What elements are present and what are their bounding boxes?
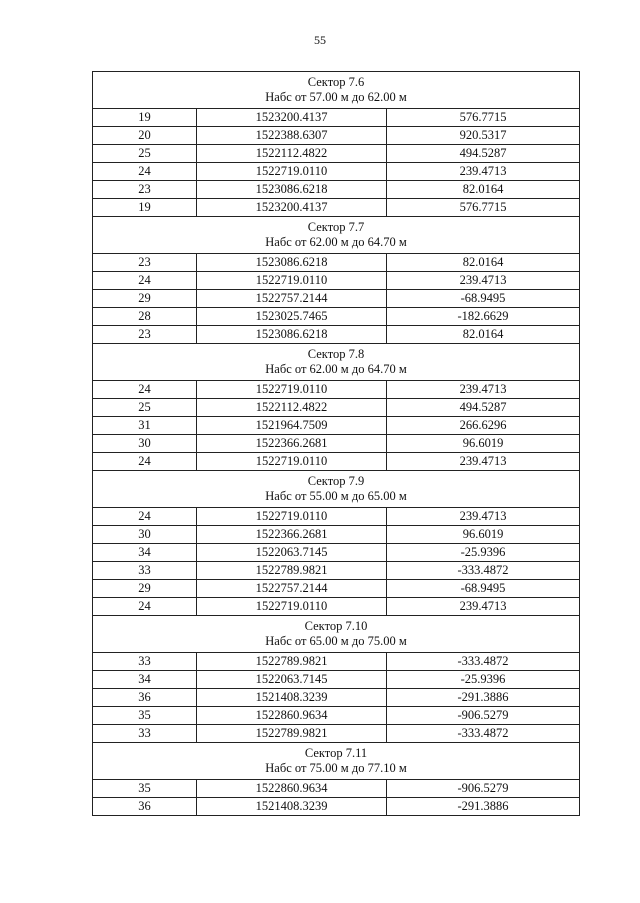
y-coordinate-cell: -25.9396 [387,671,580,689]
table-row [93,526,580,544]
table-row [93,580,580,598]
point-number-cell: 33 [93,653,197,671]
sector-header-row [93,471,580,508]
coordinates-table-wrapper [92,71,579,816]
y-coordinate-cell: 239.4713 [387,598,580,616]
y-coordinate-cell: 576.7715 [387,199,580,217]
y-coordinate-cell: 96.6019 [387,435,580,453]
x-coordinate-cell: 1523200.4137 [197,109,387,127]
x-coordinate-cell: 1522757.2144 [197,580,387,598]
y-coordinate-cell: -25.9396 [387,544,580,562]
x-coordinate-cell: 1522719.0110 [197,381,387,399]
table-row [93,653,580,671]
y-coordinate-cell: 266.6296 [387,417,580,435]
x-coordinate-cell: 1523086.6218 [197,254,387,272]
point-number-cell: 25 [93,145,197,163]
x-coordinate-cell: 1522112.4822 [197,145,387,163]
sector-height-range: Набс от 57.00 м до 62.00 м [265,90,407,104]
table-row [93,181,580,199]
table-row [93,689,580,707]
table-row [93,508,580,526]
x-coordinate-cell: 1522388.6307 [197,127,387,145]
y-coordinate-cell: 82.0164 [387,326,580,344]
table-row [93,798,580,816]
x-coordinate-cell: 1522789.9821 [197,725,387,743]
x-coordinate-cell: 1522719.0110 [197,453,387,471]
table-row [93,598,580,616]
sector-header [93,344,580,381]
sector-title: Сектор 7.9 [307,474,365,488]
point-number-cell: 33 [93,725,197,743]
sector-title: Сектор 7.6 [307,75,365,89]
table-row [93,453,580,471]
point-number-cell: 24 [93,272,197,290]
point-number-cell: 20 [93,127,197,145]
x-coordinate-cell: 1523086.6218 [197,326,387,344]
x-coordinate-cell: 1522719.0110 [197,598,387,616]
sector-height-range: Набс от 75.00 м до 77.10 м [265,761,407,775]
table-row [93,725,580,743]
y-coordinate-cell: 494.5287 [387,145,580,163]
table-row [93,290,580,308]
point-number-cell: 30 [93,526,197,544]
point-number-cell: 31 [93,417,197,435]
table-row [93,435,580,453]
coordinates-table [92,71,580,816]
point-number-cell: 34 [93,544,197,562]
sector-header [93,743,580,780]
point-number-cell: 28 [93,308,197,326]
point-number-cell: 24 [93,598,197,616]
x-coordinate-cell: 1522719.0110 [197,508,387,526]
x-coordinate-cell: 1521964.7509 [197,417,387,435]
coordinates-table-body [93,72,580,816]
y-coordinate-cell: 239.4713 [387,272,580,290]
x-coordinate-cell: 1522112.4822 [197,399,387,417]
table-row [93,199,580,217]
table-row [93,109,580,127]
y-coordinate-cell: -906.5279 [387,707,580,725]
point-number-cell: 29 [93,290,197,308]
y-coordinate-cell: -333.4872 [387,562,580,580]
sector-title: Сектор 7.11 [304,746,368,760]
table-row [93,326,580,344]
table-row [93,272,580,290]
table-row [93,707,580,725]
y-coordinate-cell: -291.3886 [387,798,580,816]
point-number-cell: 24 [93,453,197,471]
table-row [93,308,580,326]
table-row [93,417,580,435]
x-coordinate-cell: 1522757.2144 [197,290,387,308]
y-coordinate-cell: -68.9495 [387,290,580,308]
point-number-cell: 24 [93,163,197,181]
point-number-cell: 30 [93,435,197,453]
sector-header [93,471,580,508]
table-row [93,544,580,562]
table-row [93,399,580,417]
y-coordinate-cell: 494.5287 [387,399,580,417]
x-coordinate-cell: 1523086.6218 [197,181,387,199]
sector-header [93,616,580,653]
sector-header-row [93,344,580,381]
x-coordinate-cell: 1522063.7145 [197,671,387,689]
sector-header [93,72,580,109]
y-coordinate-cell: 239.4713 [387,453,580,471]
point-number-cell: 35 [93,780,197,798]
x-coordinate-cell: 1522366.2681 [197,526,387,544]
sector-height-range: Набс от 62.00 м до 64.70 м [265,362,407,376]
y-coordinate-cell: -68.9495 [387,580,580,598]
sector-height-range: Набс от 65.00 м до 75.00 м [265,634,407,648]
x-coordinate-cell: 1522366.2681 [197,435,387,453]
point-number-cell: 25 [93,399,197,417]
point-number-cell: 23 [93,254,197,272]
table-row [93,381,580,399]
table-row [93,780,580,798]
point-number-cell: 24 [93,508,197,526]
x-coordinate-cell: 1521408.3239 [197,689,387,707]
x-coordinate-cell: 1522063.7145 [197,544,387,562]
table-row [93,562,580,580]
x-coordinate-cell: 1522719.0110 [197,163,387,181]
y-coordinate-cell: -291.3886 [387,689,580,707]
table-row [93,145,580,163]
sector-title: Сектор 7.10 [304,619,368,633]
point-number-cell: 35 [93,707,197,725]
point-number-cell: 23 [93,326,197,344]
y-coordinate-cell: -182.6629 [387,308,580,326]
point-number-cell: 29 [93,580,197,598]
point-number-cell: 24 [93,381,197,399]
y-coordinate-cell: -333.4872 [387,725,580,743]
table-row [93,127,580,145]
x-coordinate-cell: 1522789.9821 [197,562,387,580]
x-coordinate-cell: 1522860.9634 [197,780,387,798]
sector-height-range: Набс от 55.00 м до 65.00 м [265,489,407,503]
y-coordinate-cell: 82.0164 [387,181,580,199]
table-row [93,163,580,181]
point-number-cell: 33 [93,562,197,580]
point-number-cell: 19 [93,109,197,127]
x-coordinate-cell: 1522789.9821 [197,653,387,671]
y-coordinate-cell: 239.4713 [387,163,580,181]
point-number-cell: 19 [93,199,197,217]
y-coordinate-cell: -906.5279 [387,780,580,798]
sector-title: Сектор 7.8 [307,347,365,361]
y-coordinate-cell: 96.6019 [387,526,580,544]
sector-title: Сектор 7.7 [307,220,365,234]
x-coordinate-cell: 1523200.4137 [197,199,387,217]
table-row [93,671,580,689]
point-number-cell: 34 [93,671,197,689]
point-number-cell: 36 [93,798,197,816]
sector-header [93,217,580,254]
sector-header-row [93,616,580,653]
x-coordinate-cell: 1523025.7465 [197,308,387,326]
sector-header-row [93,217,580,254]
page-number: 55 [314,33,326,47]
point-number-cell: 23 [93,181,197,199]
y-coordinate-cell: 920.5317 [387,127,580,145]
sector-height-range: Набс от 62.00 м до 64.70 м [265,235,407,249]
x-coordinate-cell: 1522719.0110 [197,272,387,290]
y-coordinate-cell: 82.0164 [387,254,580,272]
x-coordinate-cell: 1522860.9634 [197,707,387,725]
table-row [93,254,580,272]
sector-header-row [93,72,580,109]
point-number-cell: 36 [93,689,197,707]
y-coordinate-cell: 239.4713 [387,381,580,399]
x-coordinate-cell: 1521408.3239 [197,798,387,816]
y-coordinate-cell: -333.4872 [387,653,580,671]
sector-header-row [93,743,580,780]
y-coordinate-cell: 239.4713 [387,508,580,526]
y-coordinate-cell: 576.7715 [387,109,580,127]
